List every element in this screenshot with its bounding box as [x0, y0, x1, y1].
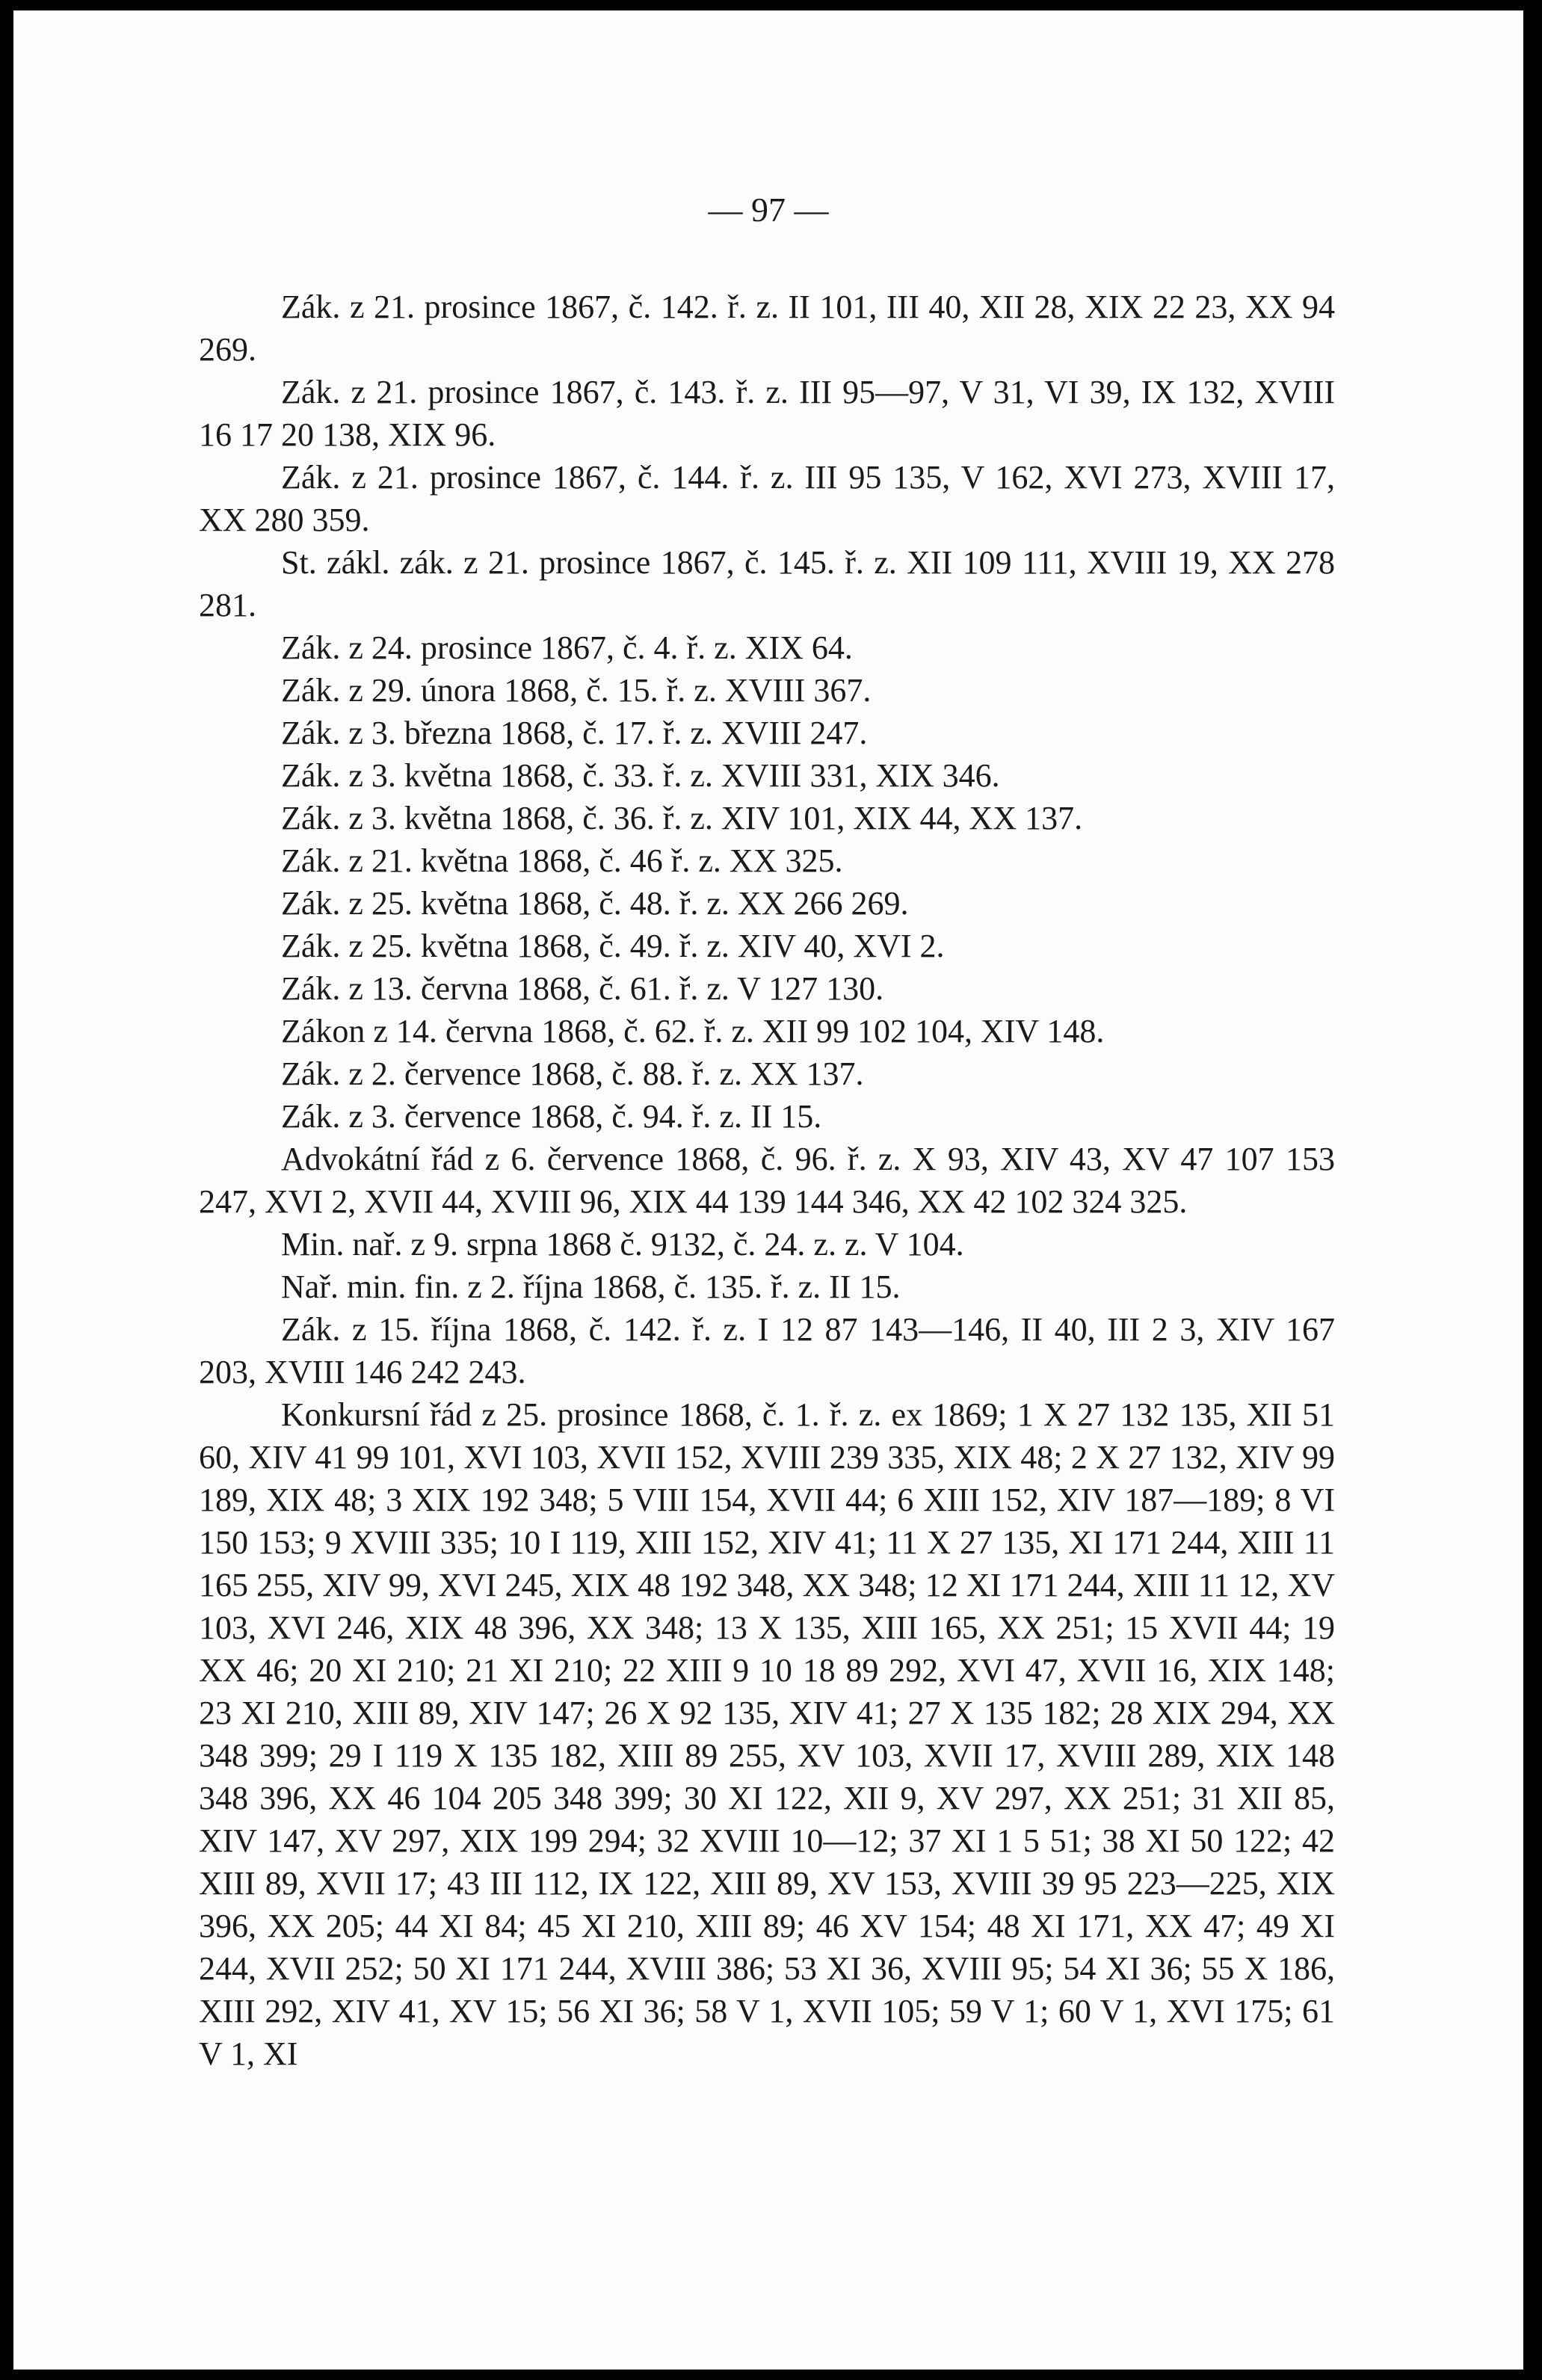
index-entry: Zák. z 25. května 1868, č. 48. ř. z. XX 266 269. — [281, 885, 909, 922]
index-entry: Zák. z 24. prosince 1867, č. 4. ř. z. XIX 64. — [281, 629, 853, 666]
index-entry: Zák. z 21. prosince 1867, č. 142. ř. z. II 101, III 40, XII 28, XIX 22 23, XX 94 269. — [199, 289, 1335, 368]
index-entry: Zák. z 21. prosince 1867, č. 144. ř. z. III 95 135, V 162, XVI 273, XVIII 17, XX 280 359. — [199, 459, 1335, 538]
index-entry: Zák. z 3. července 1868, č. 94. ř. z. II 15. — [281, 1098, 822, 1135]
index-entry: Zák. z 3. března 1868, č. 17. ř. z. XVIII 247. — [281, 715, 868, 751]
book-page — [13, 10, 1523, 2370]
index-entry: Advokátní řád z 6. července 1868, č. 96. ř. z. X 93, XIV 43, XV 47 107 153 247, XVI 2, XVII 44, XVIII 96, XIX 44 139 144 346, XX 42 102 324 325. — [199, 1141, 1335, 1220]
index-entry: Min. nař. z 9. srpna 1868 č. 9132, č. 24. z. z. V 104. — [281, 1226, 964, 1263]
index-entries — [199, 286, 1335, 2075]
index-entry: Zák. z 3. května 1868, č. 33. ř. z. XVIII 331, XIX 346. — [281, 757, 1000, 794]
index-entry: Zák. z 13. června 1868, č. 61. ř. z. V 127 130. — [281, 970, 884, 1007]
index-entry: Zákon z 14. června 1868, č. 62. ř. z. XII 99 102 104, XIV 148. — [281, 1013, 1105, 1049]
index-entry: Zák. z 25. května 1868, č. 49. ř. z. XIV 40, XVI 2. — [281, 928, 945, 964]
index-entry: Zák. z 29. února 1868, č. 15. ř. z. XVIII 367. — [281, 672, 872, 709]
page-number: — 97 — — [708, 191, 829, 229]
index-entry: Zák. z 3. května 1868, č. 36. ř. z. XIV 101, XIX 44, XX 137. — [281, 800, 1083, 836]
index-entry: Zák. z 21. května 1868, č. 46 ř. z. XX 325. — [281, 842, 843, 879]
index-entry: St. zákl. zák. z 21. prosince 1867, č. 145. ř. z. XII 109 111, XVIII 19, XX 278 281. — [199, 544, 1335, 623]
index-entry: Zák. z 21. prosince 1867, č. 143. ř. z. III 95—97, V 31, VI 39, IX 132, XVIII 16 17 20 138, XIX 96. — [199, 374, 1335, 453]
index-entry: Zák. z 2. července 1868, č. 88. ř. z. XX 137. — [281, 1055, 864, 1092]
index-entry: Nař. min. fin. z 2. října 1868, č. 135. ř. z. II 15. — [281, 1268, 901, 1305]
index-entry: Konkursní řád z 25. prosince 1868, č. 1. ř. z. ex 1869; 1 X 27 132 135, XII 51 60, XIV 41 99 101, XVI 103, XVII 152, XVIII 239 335, XIX 48; 2 X 27 132, XIV 99 189, XIX 48; 3 XIX 192 348; 5 VIII 154, XVII 44; 6 XIII 152, XIV 187—189; 8 VI 150 153; 9 XVIII 335; 10 I 119, XIII 152, XIV 41; 11 X 27 135, XI 171 244, XIII 11 165 255, XIV 99, XVI 245, XIX 48 192 348, XX 348; 12 XI 171 244, XIII 11 12, XV 103, XVI 246, XIX 48 396, XX 348; 13 X 135, XIII 165, XX 251; 15 XVII 44; 19 XX 46; 20 XI 210; 21 XI 210; 22 XIII 9 10 18 89 292, XVI 47, XVII 16, XIX 148; 23 XI 210, XIII 89, XIV 147; 26 X 92 135, XIV 41; 27 X 135 182; 28 XIX 294, XX 348 399; 29 I 119 X 135 182, XIII 89 255, XV 103, XVII 17, XVIII 289, XIX 148 348 396, XX 46 104 205 348 399; 30 XI 122, XII 9, XV 297, XX 251; 31 XII 85, XIV 147, XV 297, XIX 199 294; 32 XVIII 10—12; 37 XI 1 5 51; 38 XI 50 122; 42 XIII 89, XVII 17; 43 III 112, IX 122, XIII 89, XV 153, XVIII 39 95 223—225, XIX 396, XX 205; 44 XI 84; 45 XI 210, XIII 89; 46 XV 154; 48 XI 171, XX 47; 49 XI 244, XVII 252; 50 XI 171 244, XVIII 386; 53 XI 36, XVIII 95; 54 XI 36; 55 X 186, XIII 292, XIV 41, XV 15; 56 XI 36; 58 V 1, XVII 105; 59 V 1; 60 V 1, XVI 175; 61 V 1, XI — [199, 1396, 1335, 2072]
index-entry: Zák. z 15. října 1868, č. 142. ř. z. I 12 87 143—146, II 40, III 2 3, XIV 167 203, XVIII 146 242 243. — [199, 1311, 1335, 1390]
